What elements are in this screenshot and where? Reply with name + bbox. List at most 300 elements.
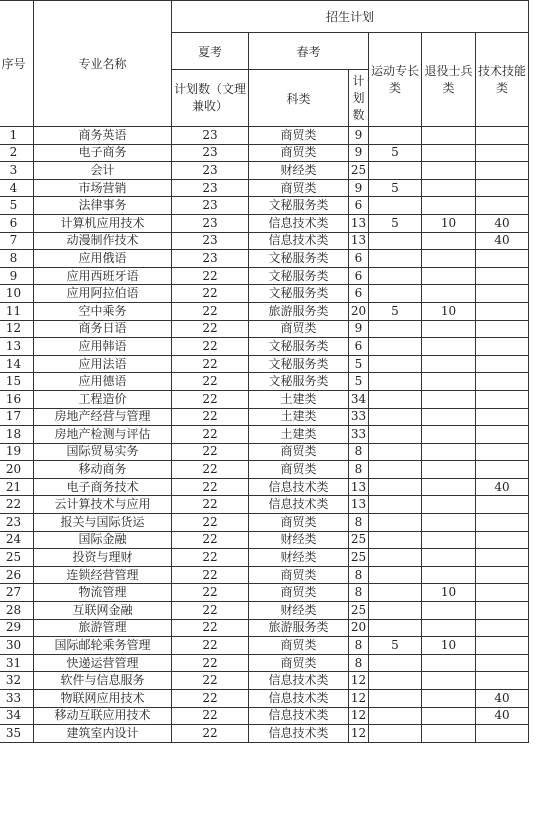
- major-name: 计算机应用技术: [34, 214, 172, 232]
- spring-category: 财经类: [249, 531, 349, 549]
- major-name: 市场营销: [34, 179, 172, 197]
- veteran-count: [422, 408, 476, 426]
- summer-plan-count: 22: [172, 461, 249, 479]
- major-name: 应用德语: [34, 373, 172, 391]
- major-name: 连锁经营管理: [34, 566, 172, 584]
- table-body: [0, 127, 529, 743]
- summer-plan-count: 22: [172, 707, 249, 725]
- summer-plan-count: 22: [172, 514, 249, 532]
- veteran-count: [422, 232, 476, 250]
- table-row: [0, 584, 529, 602]
- major-name: 电子商务: [34, 144, 172, 162]
- summer-plan-count: 22: [172, 549, 249, 567]
- spring-category: 文秘服务类: [249, 285, 349, 303]
- sports-count: [369, 549, 422, 567]
- spring-category: 土建类: [249, 390, 349, 408]
- sports-count: [369, 355, 422, 373]
- table-row: [0, 127, 529, 145]
- summer-plan-count: 22: [172, 531, 249, 549]
- spring-category: 财经类: [249, 162, 349, 180]
- sports-count: [369, 338, 422, 356]
- summer-plan-count: 23: [172, 197, 249, 215]
- skill-count: [476, 197, 529, 215]
- table-row: [0, 197, 529, 215]
- spring-plan-count: 13: [349, 496, 369, 514]
- row-number: 12: [0, 320, 34, 338]
- spring-category: 文秘服务类: [249, 267, 349, 285]
- sports-count: [369, 162, 422, 180]
- table-row: [0, 672, 529, 690]
- veteran-count: [422, 162, 476, 180]
- table-row: [0, 443, 529, 461]
- summer-plan-count: 23: [172, 214, 249, 232]
- skill-count: [476, 179, 529, 197]
- row-number: 1: [0, 127, 34, 145]
- sports-count: [369, 267, 422, 285]
- veteran-count: [422, 144, 476, 162]
- summer-plan-count: 22: [172, 390, 249, 408]
- row-number: 31: [0, 654, 34, 672]
- major-name: 空中乘务: [34, 302, 172, 320]
- row-number: 28: [0, 602, 34, 620]
- spring-category: 信息技术类: [249, 690, 349, 708]
- sports-count: [369, 584, 422, 602]
- skill-count: [476, 531, 529, 549]
- summer-plan-count: 23: [172, 144, 249, 162]
- veteran-count: [422, 373, 476, 391]
- summer-plan-count: 22: [172, 637, 249, 655]
- spring-plan-count: 6: [349, 338, 369, 356]
- row-number: 15: [0, 373, 34, 391]
- table-row: [0, 725, 529, 743]
- sports-count: [369, 566, 422, 584]
- table-row: [0, 179, 529, 197]
- sports-count: [369, 690, 422, 708]
- spring-category: 商贸类: [249, 637, 349, 655]
- major-name: 投资与理财: [34, 549, 172, 567]
- major-name: 国际金融: [34, 531, 172, 549]
- veteran-count: [422, 619, 476, 637]
- spring-category: 土建类: [249, 408, 349, 426]
- major-name: 商务英语: [34, 127, 172, 145]
- summer-plan-count: 22: [172, 690, 249, 708]
- table-row: [0, 338, 529, 356]
- major-name: 动漫制作技术: [34, 232, 172, 250]
- major-name: 应用俄语: [34, 250, 172, 268]
- skill-count: 40: [476, 707, 529, 725]
- skill-count: [476, 267, 529, 285]
- sports-count: [369, 707, 422, 725]
- veteran-count: [422, 725, 476, 743]
- table-row: [0, 602, 529, 620]
- spring-plan-count: 8: [349, 461, 369, 479]
- major-name: 移动互联应用技术: [34, 707, 172, 725]
- skill-count: [476, 637, 529, 655]
- veteran-count: [422, 496, 476, 514]
- sports-count: [369, 496, 422, 514]
- major-name: 移动商务: [34, 461, 172, 479]
- skill-count: 40: [476, 232, 529, 250]
- sports-count: [369, 127, 422, 145]
- spring-plan-count: 25: [349, 549, 369, 567]
- table-header: [0, 1, 529, 127]
- skill-count: 40: [476, 690, 529, 708]
- sports-count: [369, 250, 422, 268]
- sports-count: 5: [369, 179, 422, 197]
- sports-count: [369, 197, 422, 215]
- row-number: 34: [0, 707, 34, 725]
- major-name: 云计算技术与应用: [34, 496, 172, 514]
- sports-count: [369, 725, 422, 743]
- major-name: 应用西班牙语: [34, 267, 172, 285]
- summer-plan-count: 23: [172, 127, 249, 145]
- spring-category: 土建类: [249, 426, 349, 444]
- summer-plan-count: 22: [172, 584, 249, 602]
- skill-count: [476, 355, 529, 373]
- row-number: 27: [0, 584, 34, 602]
- row-number: 13: [0, 338, 34, 356]
- header-major: 专业名称: [34, 1, 172, 127]
- skill-count: [476, 426, 529, 444]
- spring-category: 文秘服务类: [249, 373, 349, 391]
- veteran-count: [422, 320, 476, 338]
- major-name: 快递运营管理: [34, 654, 172, 672]
- sports-count: [369, 320, 422, 338]
- sports-count: [369, 602, 422, 620]
- row-number: 21: [0, 478, 34, 496]
- major-name: 国际贸易实务: [34, 443, 172, 461]
- header-category: 科类: [249, 70, 349, 127]
- summer-plan-count: 22: [172, 654, 249, 672]
- skill-count: [476, 566, 529, 584]
- spring-category: 商贸类: [249, 320, 349, 338]
- row-number: 19: [0, 443, 34, 461]
- veteran-count: [422, 197, 476, 215]
- veteran-count: [422, 355, 476, 373]
- summer-plan-count: 22: [172, 285, 249, 303]
- summer-plan-count: 22: [172, 725, 249, 743]
- skill-count: [476, 584, 529, 602]
- spring-plan-count: 9: [349, 179, 369, 197]
- row-number: 5: [0, 197, 34, 215]
- veteran-count: [422, 707, 476, 725]
- spring-category: 信息技术类: [249, 496, 349, 514]
- spring-plan-count: 8: [349, 654, 369, 672]
- major-name: 会计: [34, 162, 172, 180]
- skill-count: [476, 127, 529, 145]
- table-row: [0, 285, 529, 303]
- major-name: 物联网应用技术: [34, 690, 172, 708]
- table-row: [0, 320, 529, 338]
- veteran-count: [422, 672, 476, 690]
- spring-plan-count: 25: [349, 531, 369, 549]
- table-row: [0, 707, 529, 725]
- spring-plan-count: 12: [349, 725, 369, 743]
- spring-category: 旅游服务类: [249, 302, 349, 320]
- spring-plan-count: 5: [349, 355, 369, 373]
- spring-plan-count: 13: [349, 478, 369, 496]
- summer-plan-count: 22: [172, 320, 249, 338]
- major-name: 商务日语: [34, 320, 172, 338]
- veteran-count: 10: [422, 214, 476, 232]
- skill-count: [476, 461, 529, 479]
- major-name: 应用法语: [34, 355, 172, 373]
- major-name: 法律事务: [34, 197, 172, 215]
- sports-count: [369, 672, 422, 690]
- veteran-count: [422, 426, 476, 444]
- table-row: [0, 250, 529, 268]
- veteran-count: [422, 250, 476, 268]
- spring-category: 信息技术类: [249, 725, 349, 743]
- sports-count: [369, 478, 422, 496]
- skill-count: 40: [476, 214, 529, 232]
- row-number: 2: [0, 144, 34, 162]
- spring-category: 商贸类: [249, 144, 349, 162]
- major-name: 应用韩语: [34, 338, 172, 356]
- table-row: [0, 373, 529, 391]
- summer-plan-count: 22: [172, 373, 249, 391]
- skill-count: [476, 285, 529, 303]
- spring-category: 商贸类: [249, 654, 349, 672]
- spring-plan-count: 8: [349, 514, 369, 532]
- sports-count: [369, 514, 422, 532]
- spring-category: 商贸类: [249, 461, 349, 479]
- row-number: 32: [0, 672, 34, 690]
- sports-count: [369, 654, 422, 672]
- row-number: 35: [0, 725, 34, 743]
- table-row: [0, 531, 529, 549]
- spring-category: 商贸类: [249, 127, 349, 145]
- spring-category: 文秘服务类: [249, 355, 349, 373]
- table-row: [0, 144, 529, 162]
- veteran-count: [422, 285, 476, 303]
- skill-count: [476, 549, 529, 567]
- skill-count: [476, 443, 529, 461]
- veteran-count: [422, 443, 476, 461]
- summer-plan-count: 22: [172, 672, 249, 690]
- spring-plan-count: 6: [349, 267, 369, 285]
- veteran-count: [422, 602, 476, 620]
- sports-count: [369, 426, 422, 444]
- spring-category: 商贸类: [249, 514, 349, 532]
- table-row: [0, 514, 529, 532]
- header-skill: 技术技能类: [476, 33, 529, 127]
- table-row: [0, 232, 529, 250]
- spring-plan-count: 13: [349, 214, 369, 232]
- table-row: [0, 426, 529, 444]
- spring-category: 旅游服务类: [249, 619, 349, 637]
- spring-plan-count: 34: [349, 390, 369, 408]
- veteran-count: [422, 127, 476, 145]
- spring-category: 信息技术类: [249, 232, 349, 250]
- table-row: [0, 267, 529, 285]
- spring-plan-count: 9: [349, 127, 369, 145]
- major-name: 电子商务技术: [34, 478, 172, 496]
- spring-category: 商贸类: [249, 443, 349, 461]
- row-number: 7: [0, 232, 34, 250]
- spring-category: 信息技术类: [249, 672, 349, 690]
- spring-plan-count: 20: [349, 302, 369, 320]
- skill-count: [476, 373, 529, 391]
- row-number: 18: [0, 426, 34, 444]
- header-seq: 序号: [0, 1, 34, 127]
- veteran-count: [422, 549, 476, 567]
- skill-count: [476, 602, 529, 620]
- table-row: [0, 478, 529, 496]
- sports-count: [369, 390, 422, 408]
- summer-plan-count: 22: [172, 566, 249, 584]
- sports-count: [369, 232, 422, 250]
- spring-category: 商贸类: [249, 566, 349, 584]
- spring-category: 商贸类: [249, 179, 349, 197]
- header-summer-count: 计划数（文理兼收）: [172, 70, 249, 127]
- row-number: 10: [0, 285, 34, 303]
- skill-count: [476, 654, 529, 672]
- header-spring: 春考: [249, 33, 369, 70]
- veteran-count: [422, 690, 476, 708]
- row-number: 14: [0, 355, 34, 373]
- veteran-count: 10: [422, 302, 476, 320]
- spring-plan-count: 6: [349, 250, 369, 268]
- spring-plan-count: 9: [349, 144, 369, 162]
- summer-plan-count: 22: [172, 602, 249, 620]
- veteran-count: 10: [422, 584, 476, 602]
- spring-plan-count: 8: [349, 637, 369, 655]
- veteran-count: [422, 566, 476, 584]
- spring-plan-count: 8: [349, 584, 369, 602]
- veteran-count: [422, 267, 476, 285]
- spring-plan-count: 12: [349, 690, 369, 708]
- row-number: 26: [0, 566, 34, 584]
- table-row: [0, 355, 529, 373]
- row-number: 33: [0, 690, 34, 708]
- table-row: [0, 549, 529, 567]
- veteran-count: [422, 461, 476, 479]
- spring-plan-count: 33: [349, 408, 369, 426]
- spring-category: 信息技术类: [249, 707, 349, 725]
- row-number: 9: [0, 267, 34, 285]
- skill-count: [476, 619, 529, 637]
- row-number: 8: [0, 250, 34, 268]
- major-name: 建筑室内设计: [34, 725, 172, 743]
- spring-plan-count: 6: [349, 285, 369, 303]
- summer-plan-count: 22: [172, 267, 249, 285]
- table-row: [0, 619, 529, 637]
- major-name: 工程造价: [34, 390, 172, 408]
- row-number: 25: [0, 549, 34, 567]
- row-number: 16: [0, 390, 34, 408]
- table-row: [0, 302, 529, 320]
- skill-count: [476, 250, 529, 268]
- row-number: 6: [0, 214, 34, 232]
- row-number: 11: [0, 302, 34, 320]
- spring-plan-count: 20: [349, 619, 369, 637]
- spring-plan-count: 9: [349, 320, 369, 338]
- row-number: 22: [0, 496, 34, 514]
- summer-plan-count: 23: [172, 250, 249, 268]
- skill-count: 40: [476, 478, 529, 496]
- major-name: 互联网金融: [34, 602, 172, 620]
- veteran-count: [422, 654, 476, 672]
- sports-count: [369, 408, 422, 426]
- skill-count: [476, 320, 529, 338]
- summer-plan-count: 23: [172, 232, 249, 250]
- skill-count: [476, 338, 529, 356]
- skill-count: [476, 302, 529, 320]
- summer-plan-count: 23: [172, 162, 249, 180]
- row-number: 30: [0, 637, 34, 655]
- summer-plan-count: 22: [172, 619, 249, 637]
- spring-category: 商贸类: [249, 584, 349, 602]
- major-name: 报关与国际货运: [34, 514, 172, 532]
- skill-count: [476, 144, 529, 162]
- table-row: [0, 408, 529, 426]
- summer-plan-count: 22: [172, 355, 249, 373]
- table-row: [0, 496, 529, 514]
- table-row: [0, 654, 529, 672]
- row-number: 17: [0, 408, 34, 426]
- major-name: 软件与信息服务: [34, 672, 172, 690]
- row-number: 24: [0, 531, 34, 549]
- sports-count: [369, 461, 422, 479]
- veteran-count: [422, 514, 476, 532]
- spring-plan-count: 33: [349, 426, 369, 444]
- summer-plan-count: 22: [172, 478, 249, 496]
- summer-plan-count: 23: [172, 179, 249, 197]
- sports-count: 5: [369, 637, 422, 655]
- spring-plan-count: 12: [349, 672, 369, 690]
- table-row: [0, 162, 529, 180]
- summer-plan-count: 22: [172, 426, 249, 444]
- skill-count: [476, 408, 529, 426]
- spring-plan-count: 25: [349, 602, 369, 620]
- sports-count: 5: [369, 214, 422, 232]
- row-number: 3: [0, 162, 34, 180]
- spring-category: 文秘服务类: [249, 197, 349, 215]
- header-plan: 招生计划: [172, 1, 529, 33]
- summer-plan-count: 22: [172, 302, 249, 320]
- skill-count: [476, 162, 529, 180]
- spring-category: 文秘服务类: [249, 250, 349, 268]
- veteran-count: [422, 478, 476, 496]
- sports-count: [369, 373, 422, 391]
- skill-count: [476, 514, 529, 532]
- header-sports: 运动专长类: [369, 33, 422, 127]
- major-name: 物流管理: [34, 584, 172, 602]
- table-row: [0, 214, 529, 232]
- spring-plan-count: 12: [349, 707, 369, 725]
- table-row: [0, 461, 529, 479]
- sports-count: 5: [369, 302, 422, 320]
- spring-category: 财经类: [249, 602, 349, 620]
- header-spring-count: 计划数: [349, 70, 369, 127]
- sports-count: [369, 531, 422, 549]
- skill-count: [476, 496, 529, 514]
- spring-plan-count: 25: [349, 162, 369, 180]
- skill-count: [476, 672, 529, 690]
- spring-plan-count: 8: [349, 443, 369, 461]
- veteran-count: [422, 531, 476, 549]
- table-row: [0, 566, 529, 584]
- sports-count: 5: [369, 144, 422, 162]
- spring-category: 文秘服务类: [249, 338, 349, 356]
- spring-plan-count: 8: [349, 566, 369, 584]
- spring-category: 财经类: [249, 549, 349, 567]
- summer-plan-count: 22: [172, 338, 249, 356]
- spring-plan-count: 5: [349, 373, 369, 391]
- major-name: 旅游管理: [34, 619, 172, 637]
- summer-plan-count: 22: [172, 408, 249, 426]
